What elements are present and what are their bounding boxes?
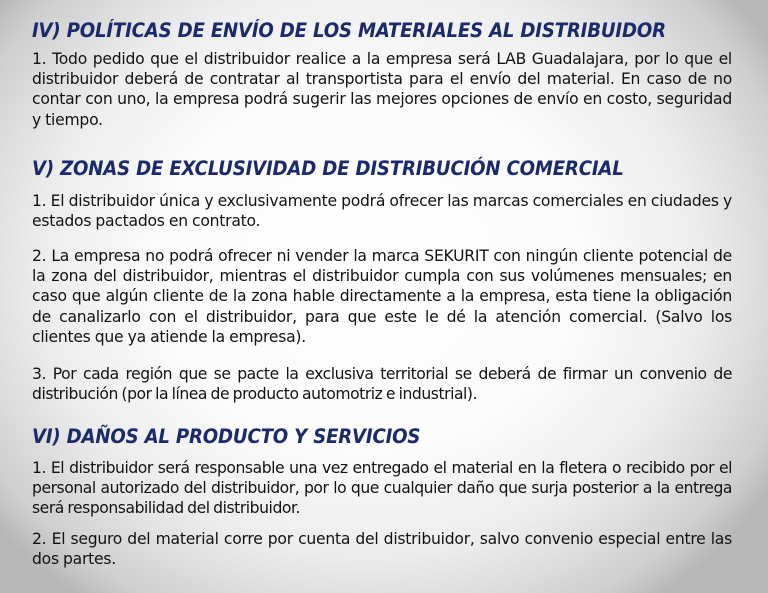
paragraph-exclusivity-1: 1. El distribuidor única y exclusivamente podrá ofrecer las marcas comerciales en ciudades y estados pactados en contrato. [32,192,732,231]
section-heading-exclusivity-zones: V) ZONAS DE EXCLUSIVIDAD DE DISTRIBUCIÓN COMERCIAL [32,157,624,180]
paragraph-shipping-1: 1. Todo pedido que el distribuidor realice a la empresa será LAB Guadalajara, por lo que el distribuidor deberá de contratar al transportista para el envío del material. En caso de no contar con uno, la empresa podrá sugerir las mejores opciones de envío en costo, seguridad y tiempo. [32,50,732,129]
paragraph-damage-1: 1. El distribuidor será responsable una vez entregado el material en la fletera o recibido por el personal autorizado del distribuidor, por lo que cualquier daño que surja posterior a la entrega será responsabilidad del distribuidor. [32,459,732,518]
paragraph-exclusivity-3: 3. Por cada región que se pacte la exclusiva territorial se deberá de firmar un convenio de distribución (por la línea de producto automotriz e industrial). [32,365,732,404]
paragraph-exclusivity-2: 2. La empresa no podrá ofrecer ni vender la marca SEKURIT con ningún cliente potencial de la zona del distribuidor, mientras el distribuidor cumpla con sus volúmenes mensuales; en caso que algún cliente de la zona hable directamente a la empresa, esta tiene la obligación de canalizarlo con el distribuidor, para que este le dé la atención comercial. (Salvo los clientes que ya atiende la empresa). [32,247,732,346]
section-heading-product-damage: VI) DAÑOS AL PRODUCTO Y SERVICIOS [32,425,421,448]
paragraph-damage-2: 2. El seguro del material corre por cuenta del distribuidor, salvo convenio especial entre las dos partes. [32,530,732,569]
section-heading-shipping-policies: IV) POLÍTICAS DE ENVÍO DE LOS MATERIALES AL DISTRIBUIDOR [32,19,666,42]
